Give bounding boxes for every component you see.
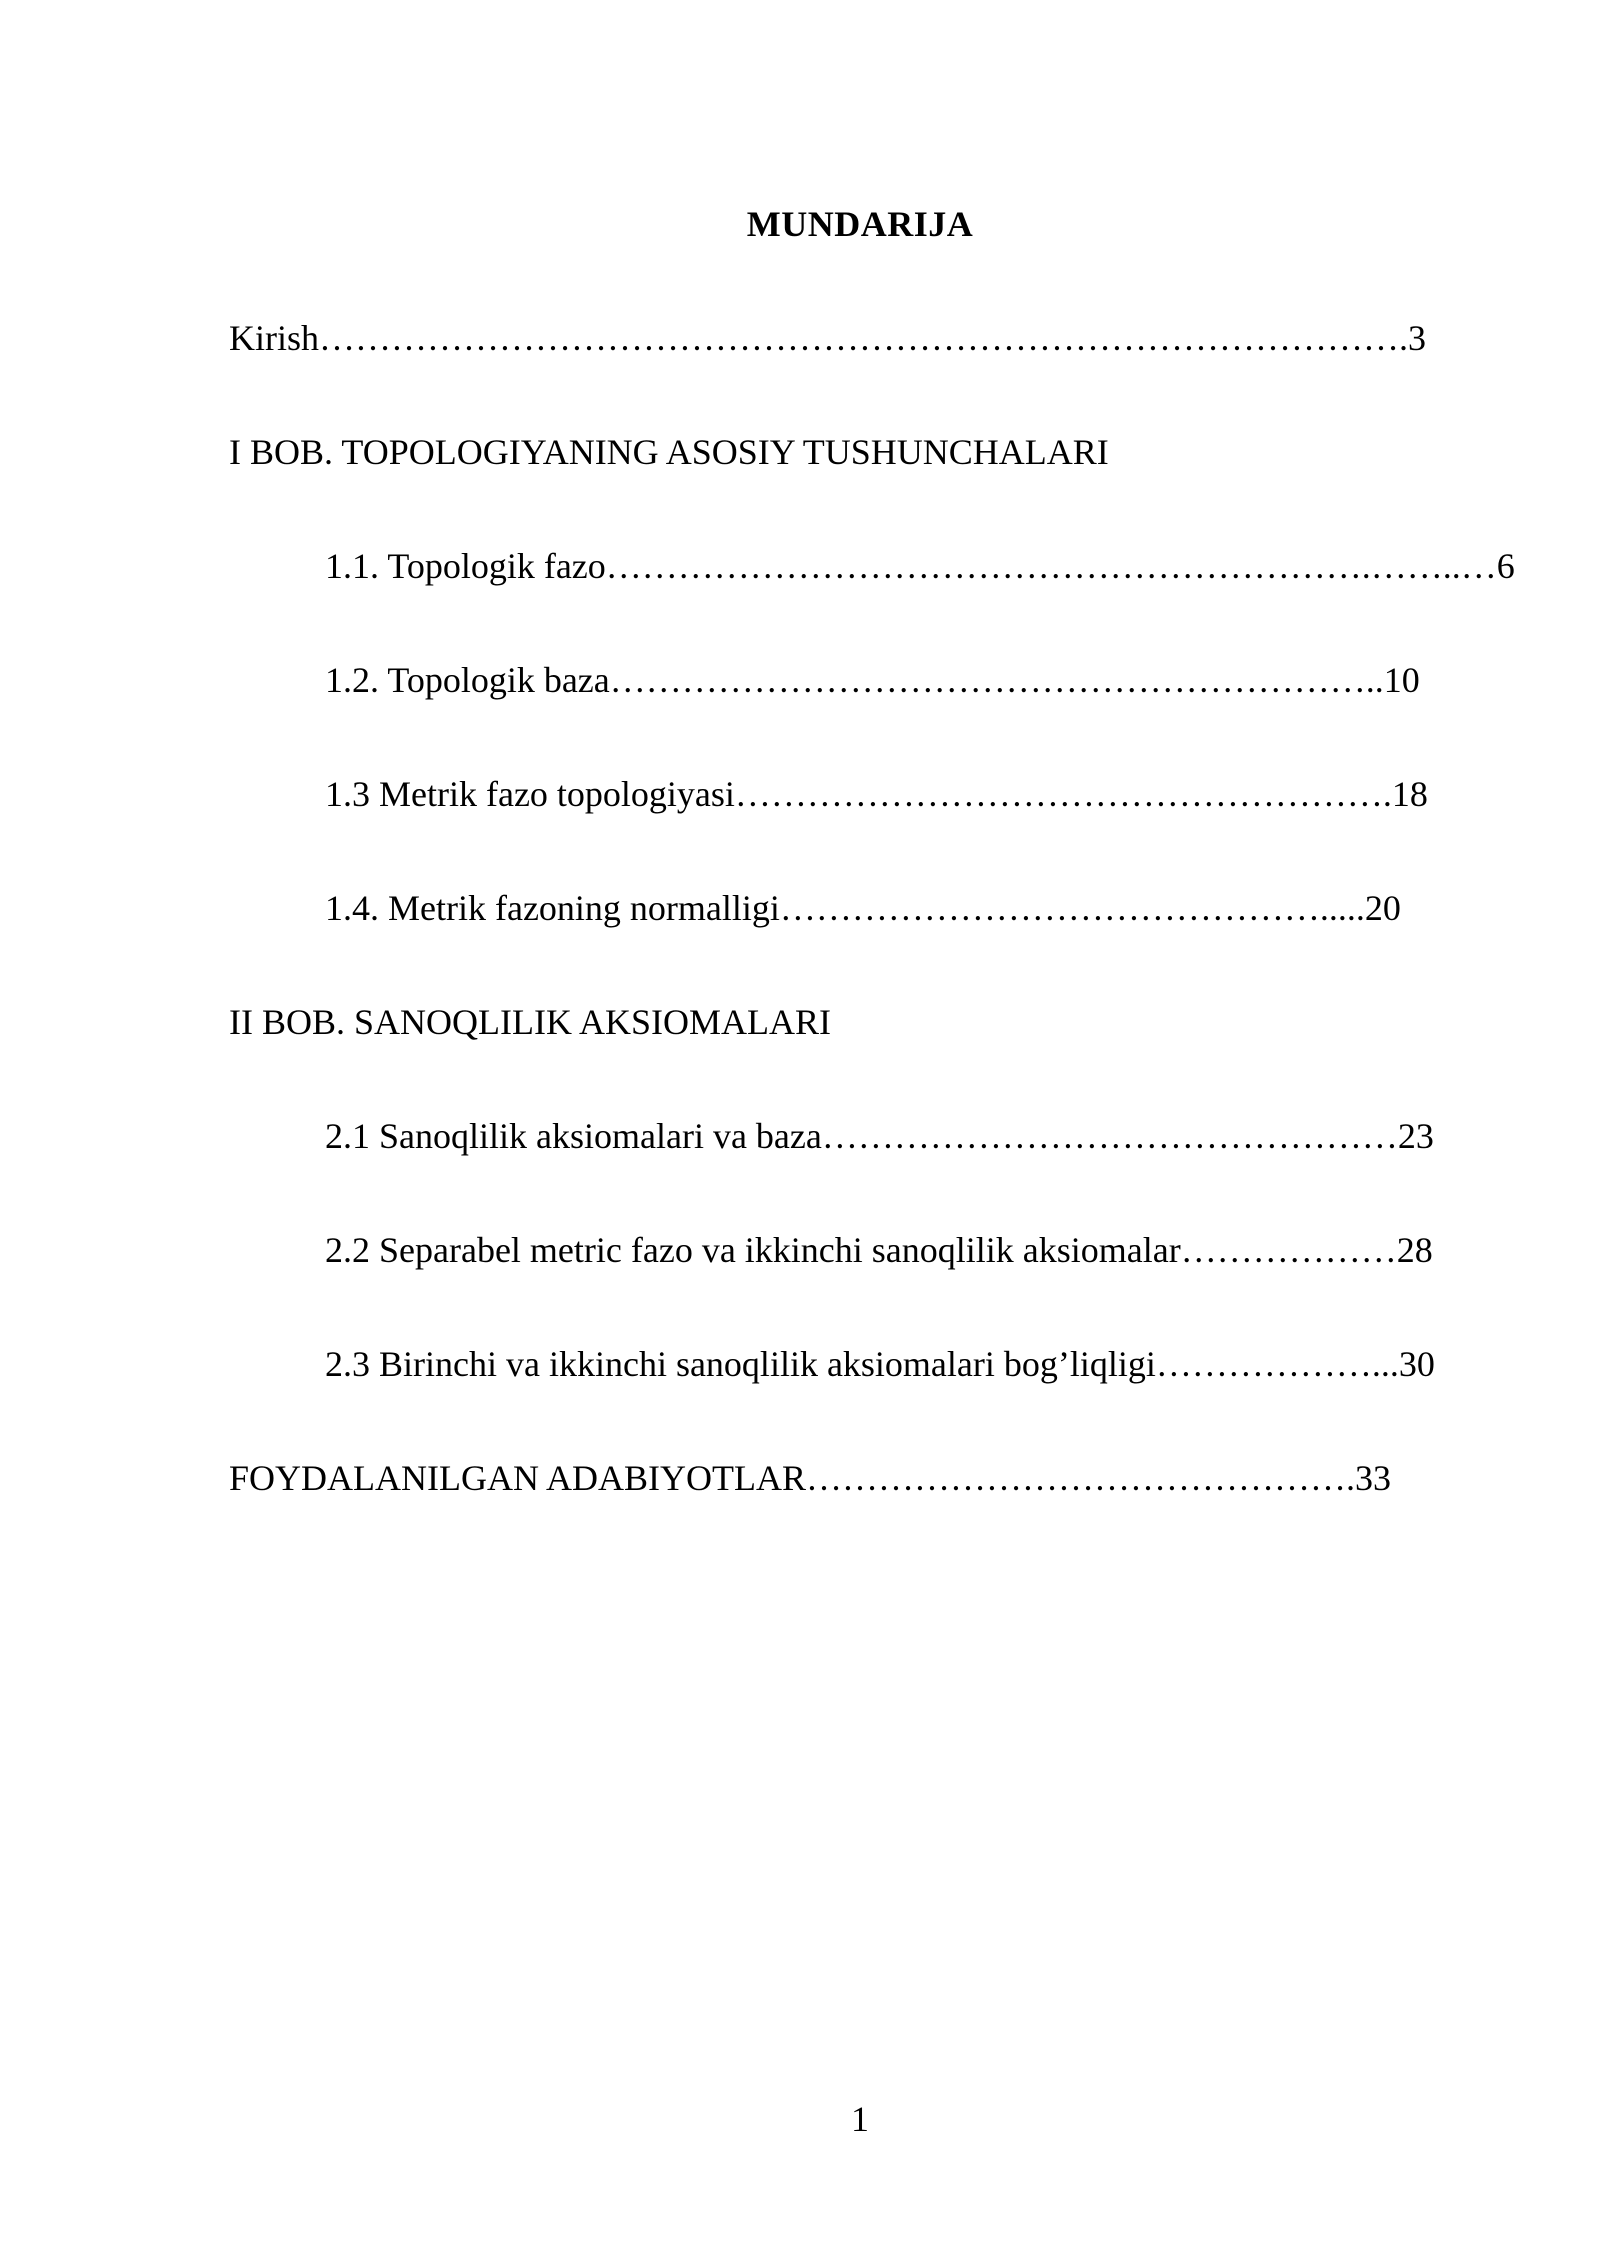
toc-entry-kirish: Kirish……………………………………………………………………………….3: [229, 318, 1426, 358]
page-number: 1: [851, 2099, 869, 2139]
chapter-heading-1: I BOB. TOPOLOGIYANING ASOSIY TUSHUNCHALARI: [229, 432, 1109, 472]
toc-entry-1-1: 1.1. Topologik fazo……………………………………………………….……..…6: [325, 546, 1515, 586]
toc-entry-references: FOYDALANILGAN ADABIYOTLAR……………………………………….33: [229, 1458, 1391, 1498]
toc-entry-2-3: 2.3 Birinchi va ikkinchi sanoqlilik aksiomalari bog’liqligi………………...30: [325, 1344, 1435, 1384]
toc-entry-2-2: 2.2 Separabel metric fazo va ikkinchi sanoqlilik aksiomalar………………28: [325, 1230, 1433, 1270]
toc-entry-2-1: 2.1 Sanoqlilik aksiomalari va baza…………………………………………23: [325, 1116, 1434, 1156]
toc-entry-1-3: 1.3 Metrik fazo topologiyasi……………………………………………….18: [325, 774, 1428, 814]
toc-entry-1-2: 1.2. Topologik baza………………………………………………………..10: [325, 660, 1420, 700]
toc-entry-1-4: 1.4. Metrik fazoning normalligi……………………………………….....20: [325, 888, 1401, 928]
chapter-heading-2: II BOB. SANOQLILIK AKSIOMALARI: [229, 1002, 831, 1042]
toc-title: MUNDARIJA: [746, 204, 974, 244]
